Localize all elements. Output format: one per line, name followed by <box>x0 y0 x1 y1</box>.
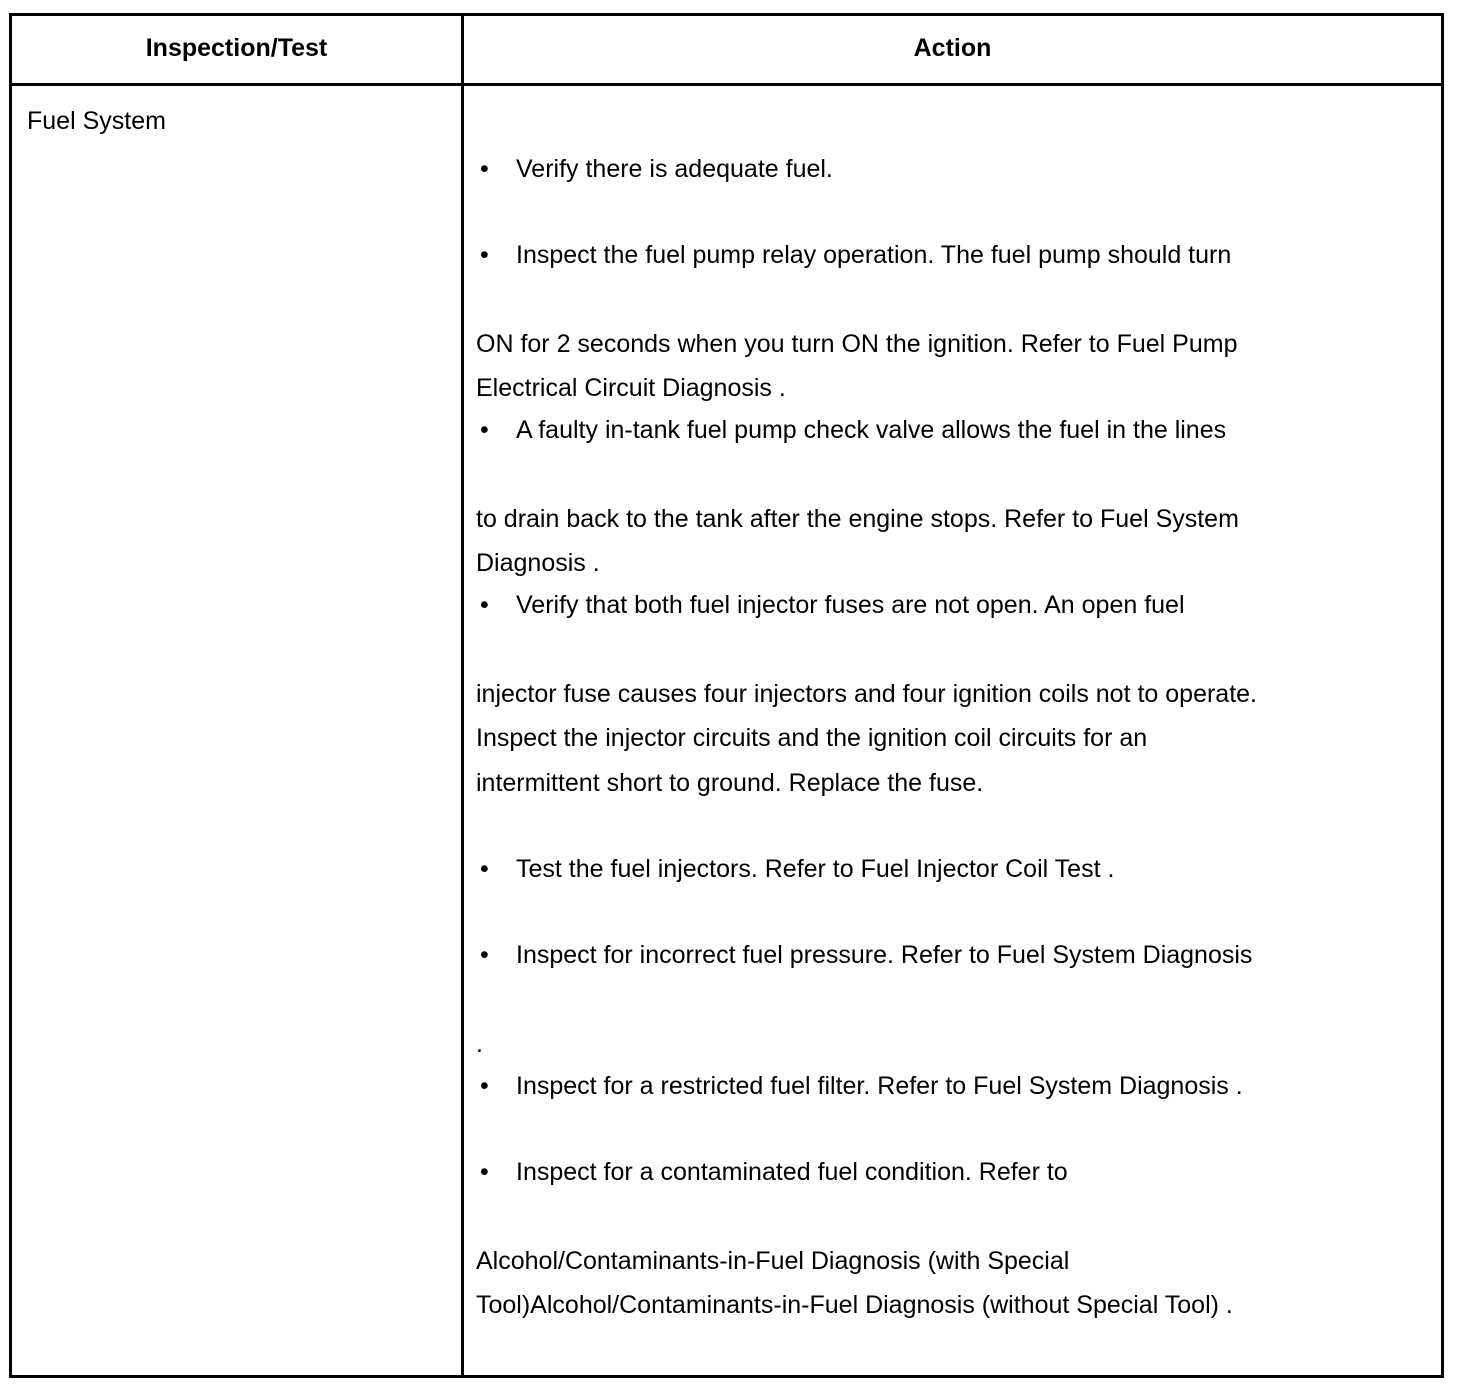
action-item-continuation: ON for 2 seconds when you turn ON the ignition. Refer to Fuel Pump Electrical Circuit Diagnosis . <box>476 329 1238 402</box>
header-action: Action <box>913 34 992 62</box>
bullet-icon: • <box>480 240 489 269</box>
action-item-continuation: Alcohol/Contaminants-in-Fuel Diagnosis (with Special Tool)Alcohol/Contaminants-in-Fuel Diagnosis (without Special Tool) . <box>476 1246 1233 1319</box>
action-item-text: Inspect for incorrect fuel pressure. Refer to Fuel System Diagnosis <box>516 940 1253 969</box>
bullet-icon: • <box>480 854 489 883</box>
action-item-text: Test the fuel injectors. Refer to Fuel Injector Coil Test . <box>516 854 1115 883</box>
inspection-cell-fuel-system: Fuel System <box>27 107 166 135</box>
bullet-icon: • <box>480 1071 489 1100</box>
action-item-text: Inspect for a contaminated fuel condition. Refer to <box>516 1157 1068 1186</box>
action-item-continuation: injector fuse causes four injectors and four ignition coils not to operate. Inspect the injector circuits and the ignition coil circuits for an intermittent short to ground. Replace the fuse. <box>476 679 1257 797</box>
action-item-text: Inspect for a restricted fuel filter. Refer to Fuel System Diagnosis . <box>516 1071 1243 1100</box>
inspection-table <box>9 13 1444 1378</box>
bullet-icon: • <box>480 415 489 444</box>
bullet-icon: • <box>480 590 489 619</box>
action-item-text: Inspect the fuel pump relay operation. The fuel pump should turn <box>516 240 1232 269</box>
action-item-continuation: to drain back to the tank after the engine stops. Refer to Fuel System Diagnosis . <box>476 504 1239 577</box>
column-divider <box>461 16 464 1375</box>
bullet-icon: • <box>480 1157 489 1186</box>
action-item-8 <box>476 1105 1376 1372</box>
action-item-text: Verify there is adequate fuel. <box>516 154 833 183</box>
header-inspection-test: Inspection/Test <box>145 34 328 62</box>
action-item-continuation: . <box>476 1029 483 1058</box>
bullet-icon: • <box>480 154 489 183</box>
action-item-text: Verify that both fuel injector fuses are not open. An open fuel <box>516 590 1185 619</box>
action-item-text: A faulty in-tank fuel pump check valve allows the fuel in the lines <box>516 415 1227 444</box>
bullet-icon: • <box>480 940 489 969</box>
header-divider <box>12 83 1441 86</box>
